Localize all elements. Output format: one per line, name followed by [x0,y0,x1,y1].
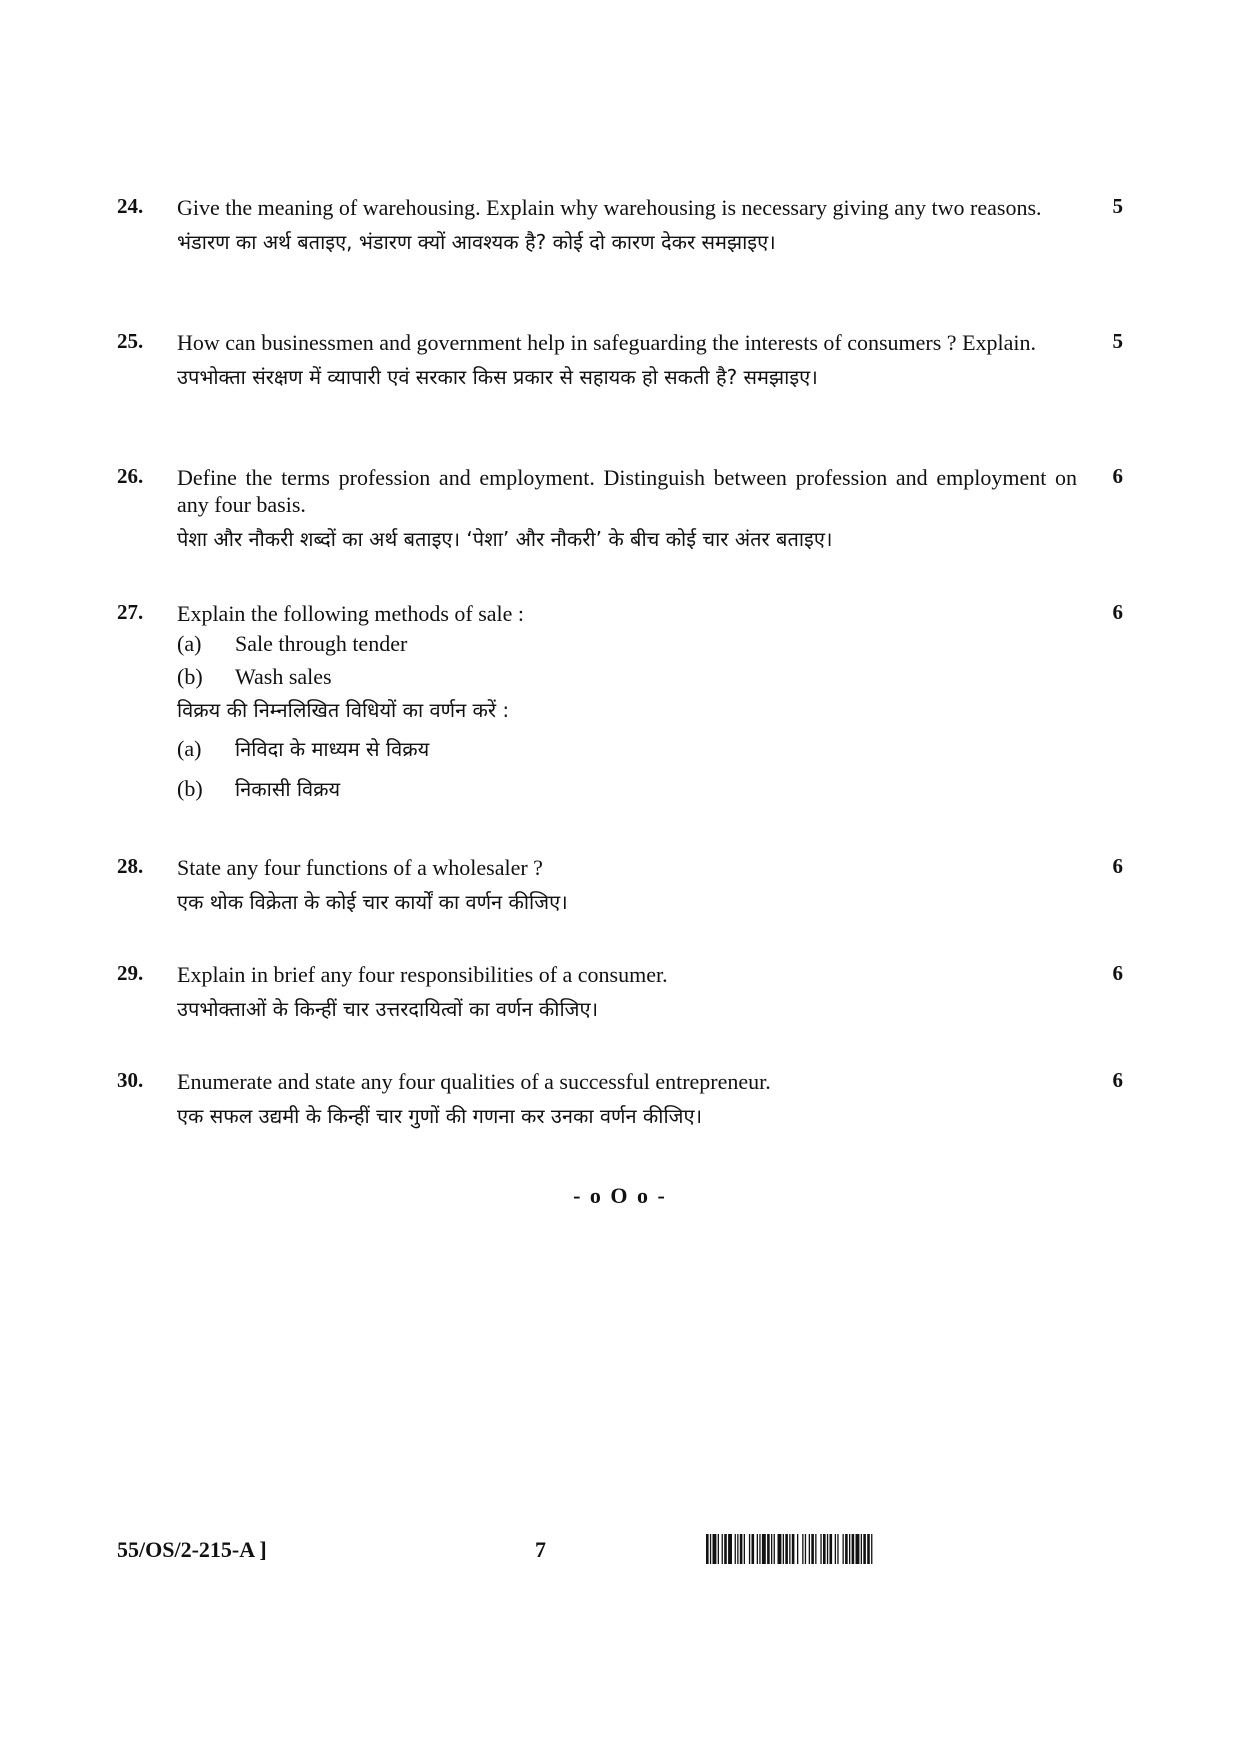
sub-item-tag: (b) [177,664,203,689]
question-marks: 5 [1112,194,1123,218]
question-body [177,1068,1077,1131]
question-number: 26. [117,464,144,488]
question-number: 28. [117,854,144,878]
sub-item-hindi-a [177,729,1077,769]
question-text-hindi: पेशा और नौकरी शब्दों का अर्थ बताइए। ‘पेशा’ और नौकरी’ के बीच कोई चार अंतर बताइए। [177,527,833,551]
question-text-hindi: विक्रय की निम्नलिखित विधियों का वर्णन करें : [177,698,510,722]
question-text-english: Enumerate and state any four qualities of a successful entrepreneur. [177,1069,771,1094]
question-body [177,961,1077,1024]
sub-item-english-a [177,627,1077,660]
question-marks: 5 [1112,329,1123,353]
sub-item-tag: (a) [177,736,202,761]
question-body [177,600,1077,809]
question-text-english: State any four functions of a wholesaler ? [177,855,543,880]
question-marks: 6 [1112,961,1123,985]
sub-item-text: Sale through tender [235,631,408,656]
question-text-english: How can businessmen and government help in safeguarding the interests of consumers ? Explain. [177,330,1036,355]
question-text-hindi: एक सफल उद्यमी के किन्हीं चार गुणों की गणना कर उनका वर्णन कीजिए। [177,1104,703,1128]
question-body [177,194,1077,257]
question-body [177,464,1077,554]
question-number: 30. [117,1068,144,1092]
question-text-hindi: उपभोक्ता संरक्षण में व्यापारी एवं सरकार किस प्रकार से सहायक हो सकती है? समझाइए। [177,365,818,389]
paper-code: 55/OS/2-215-A ] [117,1537,267,1562]
question-marks: 6 [1112,600,1123,624]
question-number: 24. [117,194,144,218]
sub-item-english-b [177,660,1077,693]
question-marks: 6 [1112,1068,1123,1092]
sub-item-text: Wash sales [235,664,332,689]
question-body [177,854,1077,917]
sub-item-text: निविदा के माध्यम से विक्रय [235,737,430,761]
question-marks: 6 [1112,464,1123,488]
question-text-english: Explain in brief any four responsibilities of a consumer. [177,962,668,987]
question-marks: 6 [1112,854,1123,878]
end-of-paper-mark: - o O o - [573,1183,667,1208]
question-text-hindi: एक थोक विक्रेता के कोई चार कार्यों का वर्णन कीजिए। [177,890,568,914]
barcode-icon [706,1534,1012,1564]
question-text-english: Give the meaning of warehousing. Explain why warehousing is necessary giving any two reasons. [177,195,1042,220]
question-text-hindi: भंडारण का अर्थ बताइए, भंडारण क्यों आवश्यक है? कोई दो कारण देकर समझाइए। [177,230,776,254]
page-number: 7 [535,1537,546,1562]
question-text-hindi: उपभोक्ताओं के किन्हीं चार उत्तरदायित्वों का वर्णन कीजिए। [177,997,599,1021]
sub-item-hindi-b [177,769,1077,809]
sub-item-tag: (b) [177,776,203,801]
question-number: 27. [117,600,144,624]
question-text-english: Explain the following methods of sale : [177,601,525,626]
sub-item-tag: (a) [177,631,202,656]
question-body [177,329,1077,392]
sub-item-text: निकासी विक्रय [235,777,341,801]
question-text-english: Define the terms profession and employment. Distinguish between profession and employment on any four basis. [177,465,1077,517]
question-number: 29. [117,961,144,985]
question-number: 25. [117,329,144,353]
